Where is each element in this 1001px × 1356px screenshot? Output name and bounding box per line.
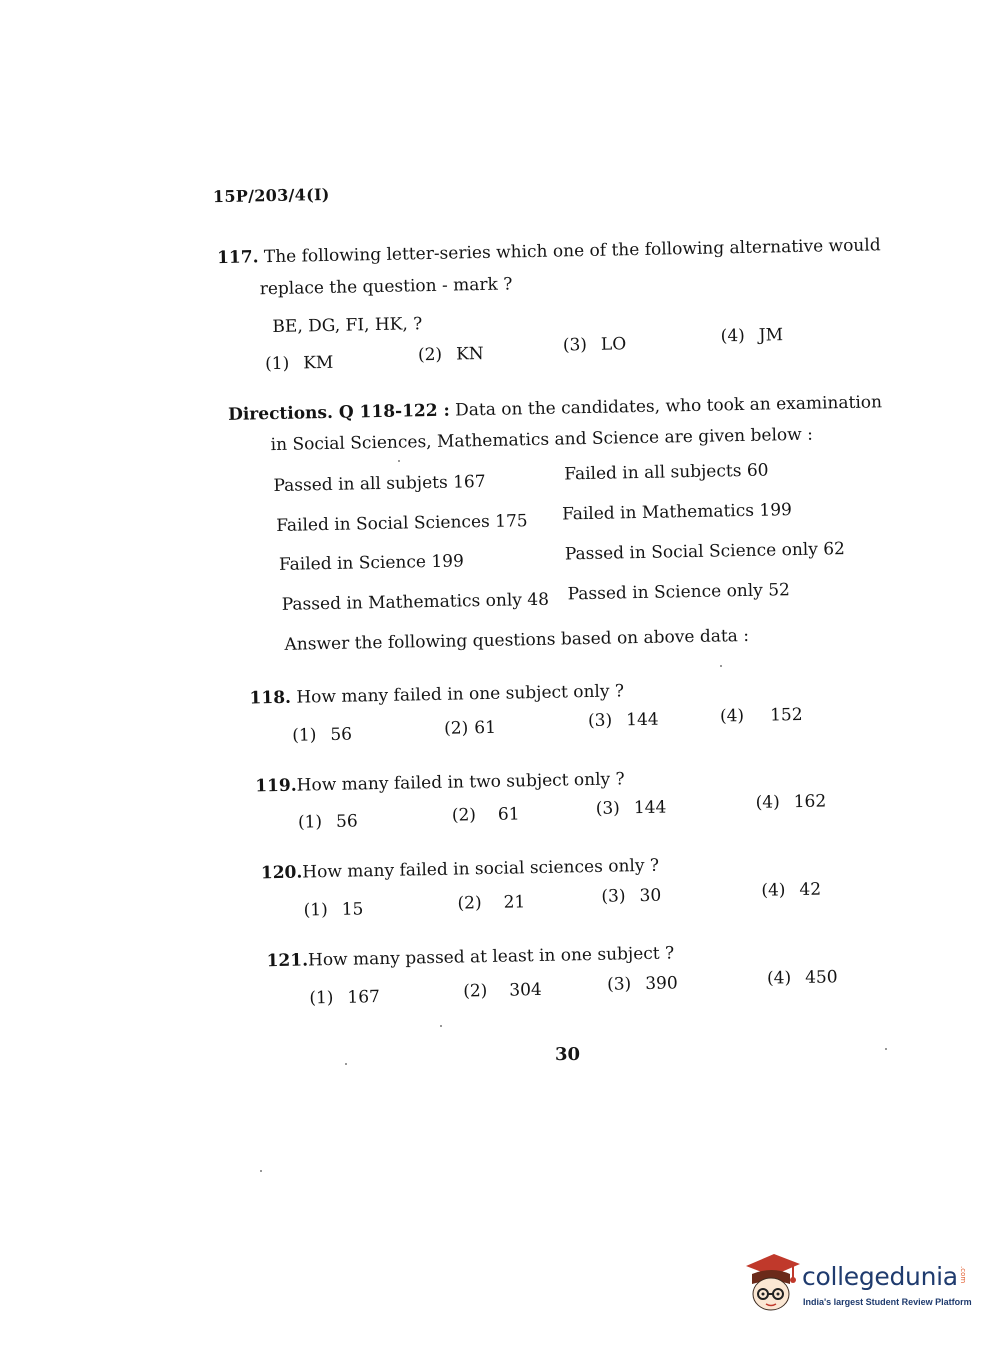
data-left-4: Passed in Mathematics only 48 — [281, 589, 550, 615]
directions-instruction: Answer the following questions based on above data : — [284, 625, 750, 655]
question-121 — [266, 943, 674, 971]
page-number: 30 — [555, 1044, 581, 1065]
question-text: The following letter-series which one of the following alternative would — [263, 235, 881, 268]
option-1: (1) 167 — [309, 987, 381, 1009]
option-3: (3) 144 — [595, 797, 667, 819]
option-2: (2) 61 — [451, 804, 520, 826]
letter-series: BE, DG, FI, HK, ? — [272, 314, 423, 338]
logo-tagline: India's largest Student Review Platform — [803, 1297, 972, 1307]
data-right-4: Passed in Science only 52 — [567, 580, 791, 605]
data-left-3: Failed in Science 199 — [278, 551, 465, 575]
question-text: How many failed in one subject only ? — [296, 681, 625, 708]
option-1: (1) 56 — [292, 724, 353, 746]
scan-speck — [398, 460, 400, 462]
option-1: (1) 56 — [297, 811, 358, 833]
graduate-mascot-icon — [742, 1250, 802, 1316]
collegedunia-logo — [742, 1250, 972, 1320]
question-120 — [261, 856, 659, 884]
data-left-1: Passed in all subjets 167 — [273, 471, 486, 497]
option-4: (4) JM — [720, 325, 784, 347]
paper-code: 15P/203/4(I) — [212, 184, 330, 207]
logo-suffix: .com — [959, 1266, 967, 1284]
data-left-2: Failed in Social Sciences 175 — [276, 511, 528, 536]
question-number: 117. — [216, 247, 259, 269]
option-2: (2) 61 — [444, 717, 497, 739]
scan-speck — [885, 1048, 887, 1050]
option-4: (4) 42 — [761, 879, 822, 901]
question-118 — [249, 681, 624, 708]
option-3: (3) LO — [562, 334, 627, 356]
option-3: (3) 30 — [601, 885, 662, 907]
data-right-2: Failed in Mathematics 199 — [561, 500, 793, 525]
scan-speck — [720, 665, 722, 667]
directions-line1: Directions. Q 118-122 : Data on the candidates, who took an examination — [227, 392, 883, 425]
scan-speck — [345, 1063, 347, 1065]
question-text: How many passed at least in one subject ? — [307, 943, 675, 971]
question-119 — [255, 769, 625, 796]
question-117-line2: replace the question - mark ? — [259, 274, 513, 300]
scan-speck — [440, 1025, 442, 1027]
option-1: (1) KM — [264, 352, 334, 375]
option-3: (3) 144 — [587, 709, 659, 732]
option-2: (2) 21 — [457, 892, 526, 914]
question-text: How many failed in two subject only ? — [296, 769, 625, 796]
data-right-1: Failed in all subjects 60 — [564, 460, 769, 485]
directions-label: Directions. Q 118-122 : — [227, 400, 450, 425]
question-117-line1 — [217, 235, 881, 268]
logo-wordmark: collegedunia — [802, 1262, 958, 1291]
question-number: 120. — [260, 862, 303, 884]
question-number: 121. — [266, 950, 309, 972]
question-number: 118. — [249, 687, 292, 709]
option-3: (3) 390 — [606, 973, 678, 995]
scan-speck — [260, 1170, 262, 1172]
option-2: (2) KN — [417, 343, 484, 366]
data-right-3: Passed in Social Science only 62 — [564, 539, 846, 565]
question-text: How many failed in social sciences only ? — [302, 855, 660, 883]
option-4: (4) 162 — [755, 791, 827, 813]
option-4: (4) 152 — [719, 704, 803, 727]
option-1: (1) 15 — [303, 899, 364, 921]
option-4: (4) 450 — [766, 967, 838, 989]
directions-line2: in Social Sciences, Mathematics and Science are given below : — [270, 424, 814, 456]
option-2: (2) 304 — [463, 979, 542, 1002]
question-number: 119. — [255, 775, 297, 797]
